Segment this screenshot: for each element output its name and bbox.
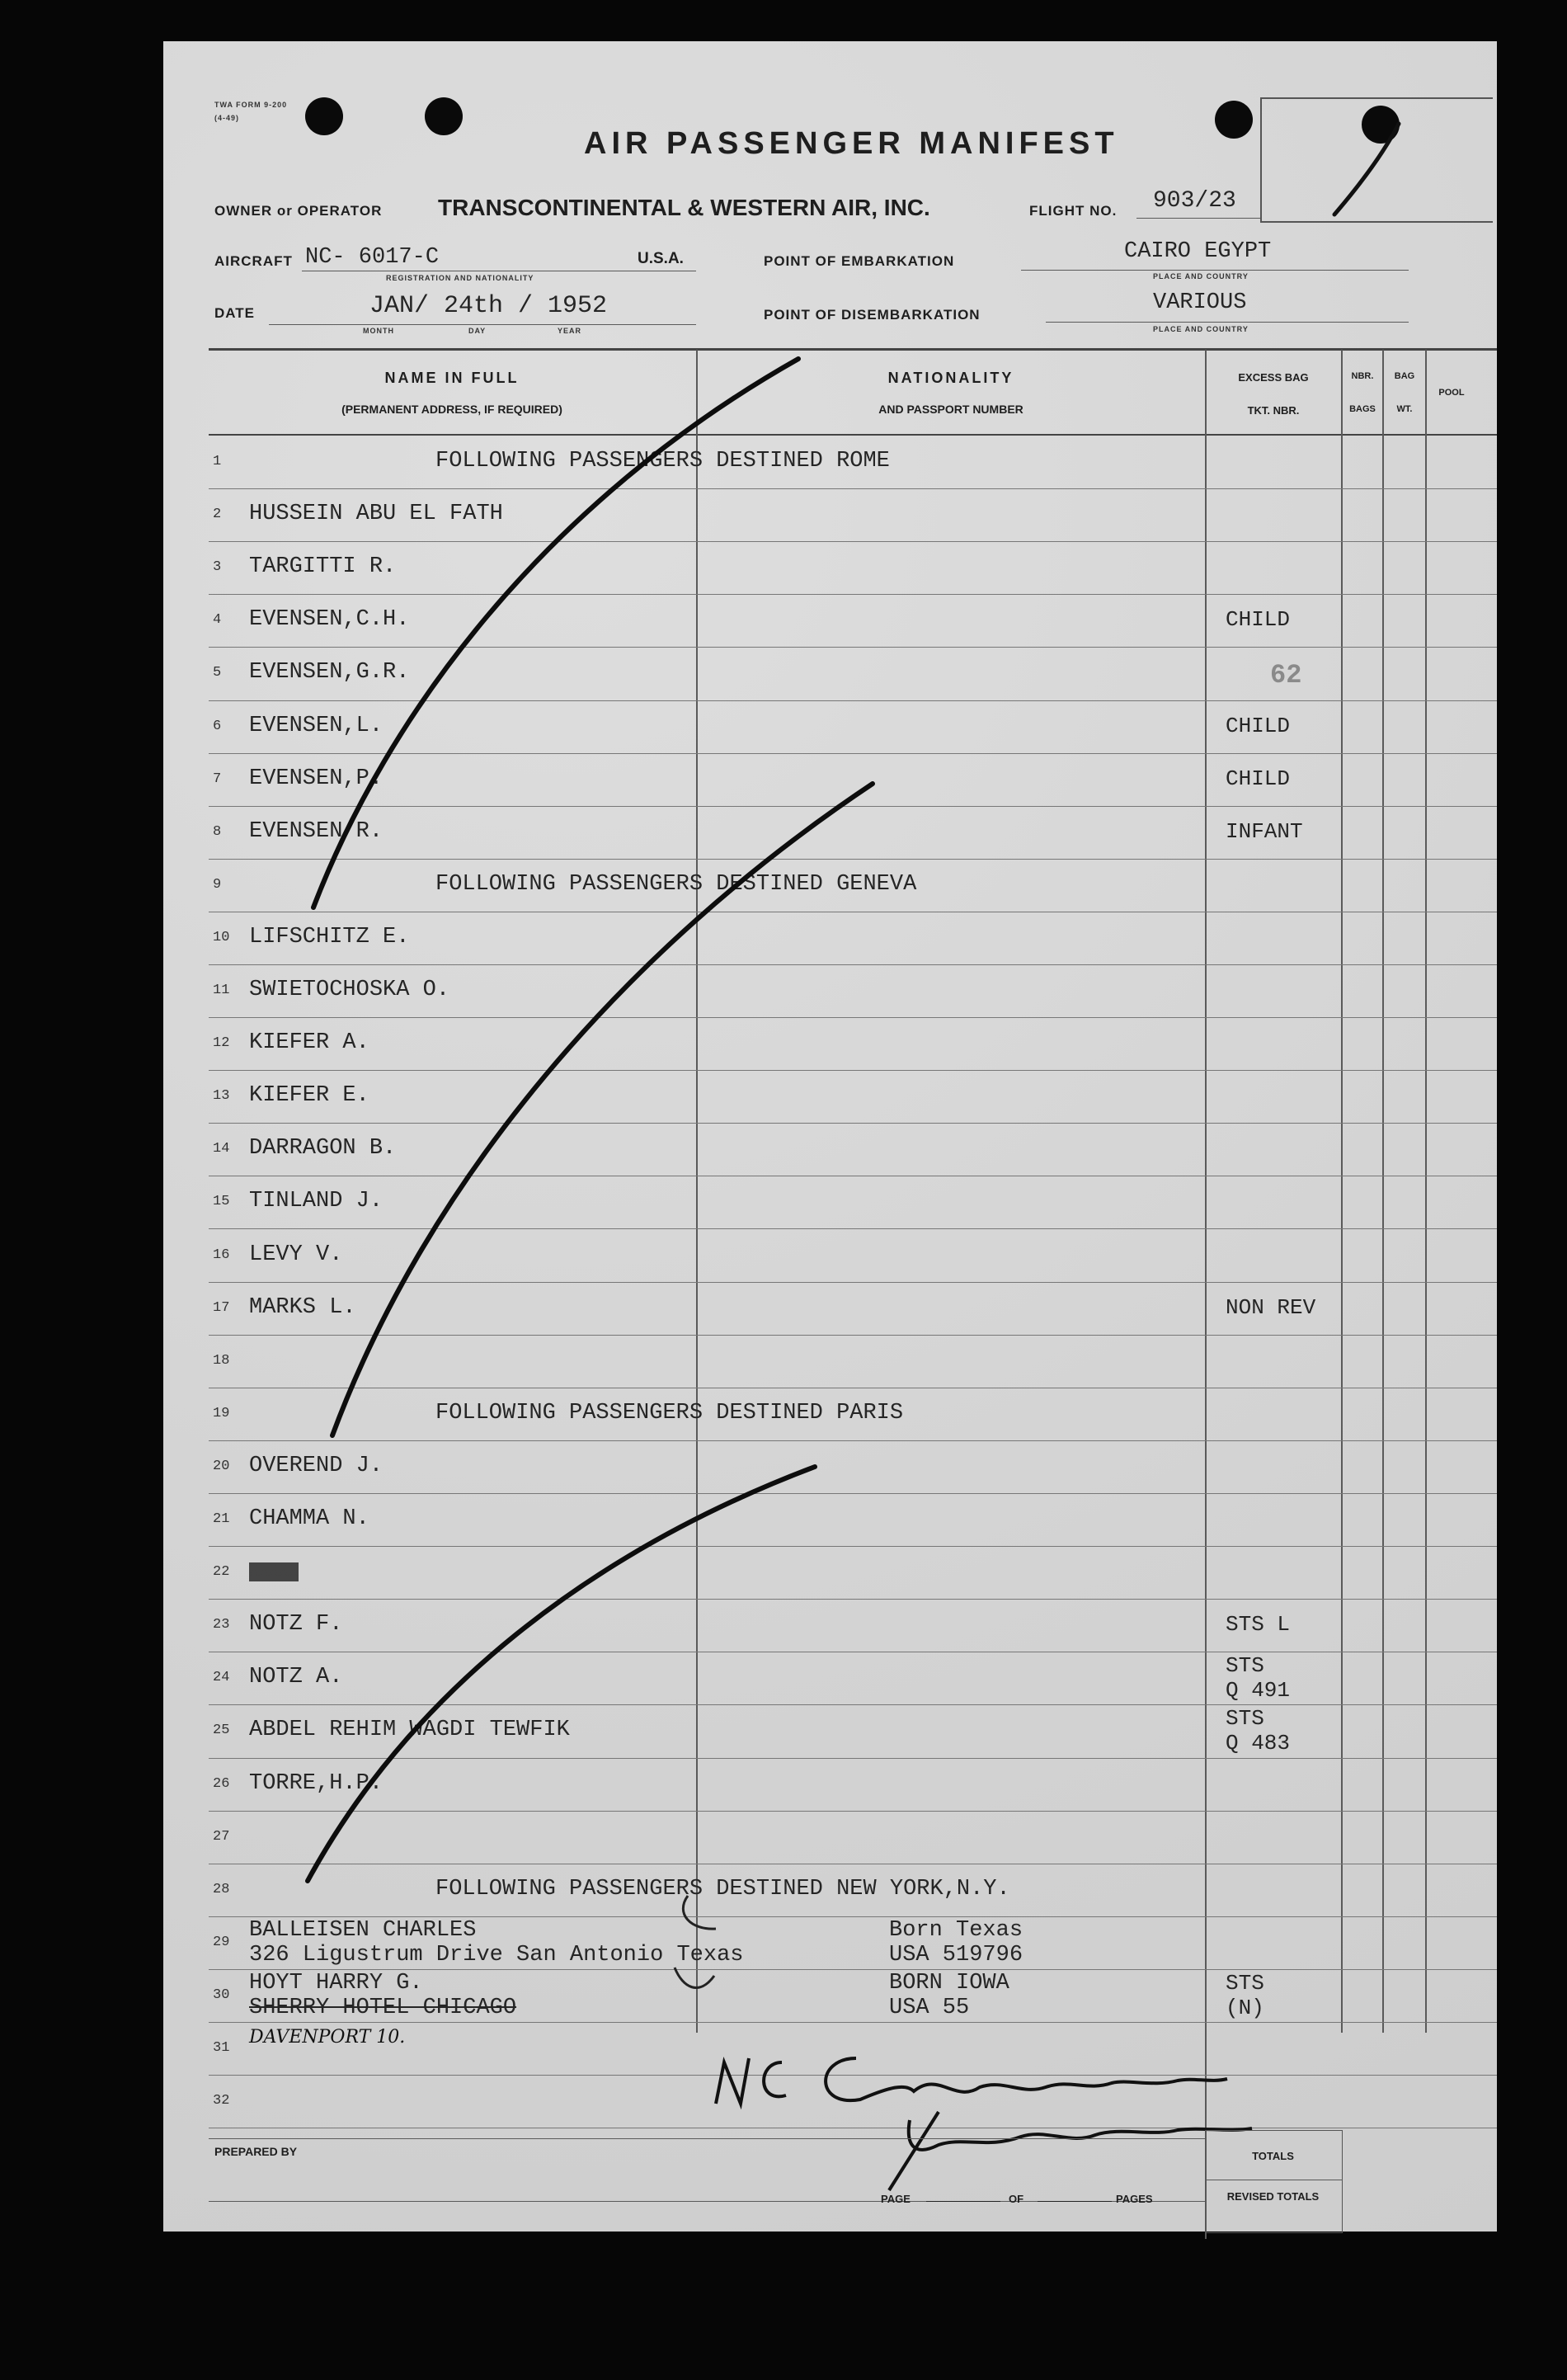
column-header-excess: EXCESS BAG bbox=[1238, 371, 1309, 384]
of-label: OF bbox=[1009, 2193, 1024, 2205]
row-number: 20 bbox=[213, 1459, 230, 1474]
passenger-name: EVENSEN R. bbox=[249, 819, 384, 844]
date-day-label: DAY bbox=[468, 327, 487, 335]
passport-number: USA 55 bbox=[889, 1996, 970, 2020]
row-number: 24 bbox=[213, 1670, 230, 1685]
passenger-name: EVENSEN,G.R. bbox=[249, 660, 410, 685]
owner-value: TRANSCONTINENTAL & WESTERN AIR, INC. bbox=[438, 195, 930, 220]
passenger-name: EVENSEN,C.H. bbox=[249, 607, 410, 632]
handwritten-address: DAVENPORT 10. bbox=[249, 2027, 406, 2048]
excess-bag-ticket: Q 483 bbox=[1226, 1731, 1291, 1756]
excess-bag-note: STS bbox=[1226, 1971, 1264, 1996]
aircraft-country: U.S.A. bbox=[638, 250, 684, 267]
excess-bag-note: CHILD bbox=[1226, 766, 1291, 791]
row-number: 10 bbox=[213, 930, 230, 945]
column-subheader-excess: TKT. NBR. bbox=[1247, 404, 1300, 417]
destination-header: FOLLOWING PASSENGERS DESTINED ROME bbox=[435, 449, 890, 474]
row-number: 8 bbox=[213, 824, 222, 840]
aircraft-label: AIRCRAFT bbox=[214, 253, 293, 269]
passenger-name: TARGITTI R. bbox=[249, 554, 397, 579]
row-number: 32 bbox=[213, 2093, 230, 2109]
excess-bag-note: NON REV bbox=[1226, 1295, 1316, 1320]
passenger-name: LEVY V. bbox=[249, 1242, 343, 1267]
passenger-name: NOTZ A. bbox=[249, 1665, 343, 1690]
destination-header: FOLLOWING PASSENGERS DESTINED NEW YORK,N.Y. bbox=[435, 1877, 1010, 1902]
row-number: 28 bbox=[213, 1882, 230, 1897]
row-number: 4 bbox=[213, 612, 222, 628]
column-header-nationality: NATIONALITY bbox=[887, 370, 1014, 386]
form-date: (4-49) bbox=[214, 114, 240, 122]
column-subheader-nbr: BAGS bbox=[1349, 404, 1376, 414]
passenger-name: XXXXX bbox=[249, 1562, 299, 1581]
embarkation-label: POINT OF EMBARKATION bbox=[764, 253, 955, 269]
passenger-address: 326 Ligustrum Drive San Antonio Texas bbox=[249, 1943, 744, 1968]
row-number: 31 bbox=[213, 2040, 230, 2056]
row-number: 25 bbox=[213, 1723, 230, 1738]
excess-bag-note: 62 bbox=[1270, 660, 1302, 690]
excess-bag-note: CHILD bbox=[1226, 714, 1291, 738]
row-number: 2 bbox=[213, 507, 222, 522]
passenger-name: EVENSEN,P. bbox=[249, 766, 384, 791]
row-number: 5 bbox=[213, 665, 222, 681]
embarkation-value: CAIRO EGYPT bbox=[1124, 239, 1272, 264]
column-subheader-nationality: AND PASSPORT NUMBER bbox=[878, 403, 1023, 416]
disembarkation-label: POINT OF DISEMBARKATION bbox=[764, 307, 981, 323]
date-value: JAN/ 24th / 1952 bbox=[369, 292, 608, 320]
disembarkation-sublabel: PLACE AND COUNTRY bbox=[1153, 325, 1249, 333]
row-number: 9 bbox=[213, 877, 222, 893]
row-number: 13 bbox=[213, 1088, 230, 1104]
row-number: 30 bbox=[213, 1987, 230, 2003]
form-code: TWA FORM 9-200 bbox=[214, 101, 288, 109]
aircraft-registration: NC- 6017-C bbox=[305, 245, 440, 270]
excess-bag-note: STS bbox=[1226, 1653, 1264, 1678]
aircraft-sublabel: REGISTRATION AND NATIONALITY bbox=[386, 274, 534, 282]
passenger-name: TINLAND J. bbox=[249, 1189, 384, 1214]
excess-bag-ticket: (N) bbox=[1226, 1996, 1264, 2020]
passenger-name: TORRE,H.P. bbox=[249, 1771, 384, 1796]
flight-number: 903/23 bbox=[1153, 188, 1236, 214]
revised-totals-label: REVISED TOTALS bbox=[1226, 2190, 1320, 2203]
pages-label: PAGES bbox=[1116, 2193, 1153, 2205]
date-year-label: YEAR bbox=[558, 327, 582, 335]
passenger-address: SHERRY HOTEL CHICAGO bbox=[249, 1996, 517, 2020]
nationality-born: Born Texas bbox=[889, 1918, 1023, 1943]
passenger-name: SWIETOCHOSKA O. bbox=[249, 978, 450, 1002]
row-number: 26 bbox=[213, 1776, 230, 1792]
passport-number: USA 519796 bbox=[889, 1943, 1023, 1968]
row-number: 14 bbox=[213, 1141, 230, 1157]
passenger-name: BALLEISEN CHARLES bbox=[249, 1918, 477, 1943]
row-number: 15 bbox=[213, 1194, 230, 1209]
page-title: AIR PASSENGER MANIFEST bbox=[584, 126, 1119, 161]
row-number: 22 bbox=[213, 1564, 230, 1580]
excess-bag-note: CHILD bbox=[1226, 607, 1291, 632]
passenger-name: NOTZ F. bbox=[249, 1612, 343, 1637]
passenger-name: HUSSEIN ABU EL FATH bbox=[249, 502, 503, 526]
passenger-name: DARRAGON B. bbox=[249, 1136, 397, 1161]
embarkation-sublabel: PLACE AND COUNTRY bbox=[1153, 272, 1249, 280]
column-header-nbr: NBR. bbox=[1351, 371, 1374, 381]
totals-label: TOTALS bbox=[1252, 2150, 1294, 2162]
column-subheader-bag: WT. bbox=[1396, 404, 1413, 414]
column-header-name: NAME IN FULL bbox=[384, 370, 520, 386]
passenger-name: KIEFER E. bbox=[249, 1083, 369, 1108]
passenger-name: KIEFER A. bbox=[249, 1030, 369, 1055]
passenger-name: HOYT HARRY G. bbox=[249, 1971, 423, 1996]
date-label: DATE bbox=[214, 305, 256, 321]
passenger-name: LIFSCHITZ E. bbox=[249, 925, 410, 950]
destination-header: FOLLOWING PASSENGERS DESTINED PARIS bbox=[435, 1401, 904, 1426]
row-number: 29 bbox=[213, 1935, 230, 1950]
column-subheader-name: (PERMANENT ADDRESS, IF REQUIRED) bbox=[341, 403, 562, 416]
row-number: 19 bbox=[213, 1406, 230, 1421]
row-number: 3 bbox=[213, 559, 222, 575]
row-number: 27 bbox=[213, 1829, 230, 1845]
owner-label: OWNER or OPERATOR bbox=[214, 203, 383, 219]
row-number: 17 bbox=[213, 1300, 230, 1316]
row-number: 1 bbox=[213, 454, 222, 469]
row-number: 18 bbox=[213, 1353, 230, 1369]
column-header-pool: POOL bbox=[1438, 388, 1465, 398]
row-number: 12 bbox=[213, 1035, 230, 1051]
passenger-name: MARKS L. bbox=[249, 1295, 356, 1320]
page-label: PAGE bbox=[881, 2193, 911, 2205]
row-number: 23 bbox=[213, 1617, 230, 1633]
row-number: 21 bbox=[213, 1511, 230, 1527]
row-number: 7 bbox=[213, 771, 222, 787]
flight-label: FLIGHT NO. bbox=[1029, 203, 1118, 219]
excess-bag-ticket: Q 491 bbox=[1226, 1678, 1291, 1703]
date-month-label: MONTH bbox=[363, 327, 394, 335]
manifest-sheet bbox=[163, 41, 1497, 2232]
passenger-name: ABDEL REHIM WAGDI TEWFIK bbox=[249, 1718, 570, 1742]
column-header-bag: BAG bbox=[1394, 371, 1415, 381]
excess-bag-note: STS bbox=[1226, 1706, 1264, 1731]
passenger-name: EVENSEN,L. bbox=[249, 714, 384, 738]
disembarkation-value: VARIOUS bbox=[1153, 290, 1247, 315]
excess-bag-note: STS L bbox=[1226, 1612, 1291, 1637]
excess-bag-note: INFANT bbox=[1226, 819, 1303, 844]
row-number: 16 bbox=[213, 1247, 230, 1263]
destination-header: FOLLOWING PASSENGERS DESTINED GENEVA bbox=[435, 872, 917, 897]
nationality-born: BORN IOWA bbox=[889, 1971, 1009, 1996]
passenger-name: OVEREND J. bbox=[249, 1454, 384, 1478]
prepared-by-label: PREPARED BY bbox=[214, 2145, 298, 2158]
row-number: 11 bbox=[213, 983, 230, 998]
cancellation-strokes bbox=[163, 41, 1497, 2232]
passenger-name: CHAMMA N. bbox=[249, 1506, 369, 1531]
row-number: 6 bbox=[213, 719, 222, 734]
